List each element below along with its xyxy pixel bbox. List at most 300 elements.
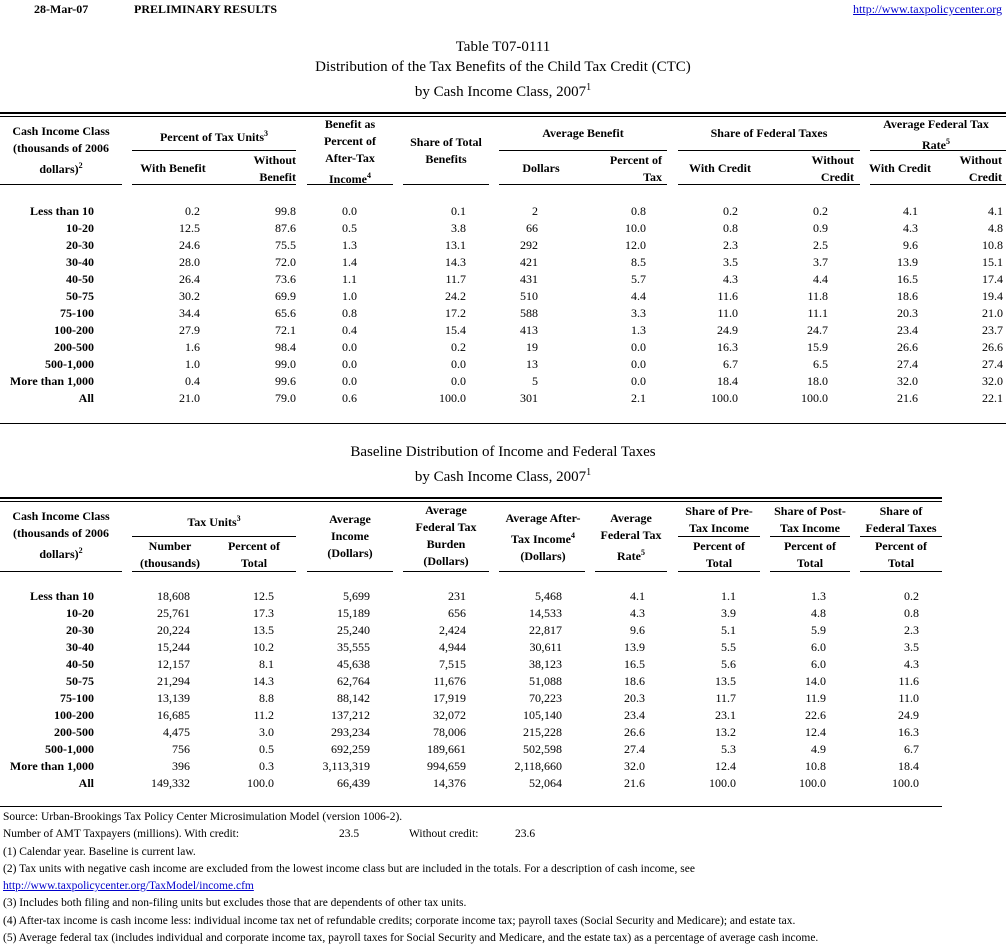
row-label: 30-40 [66,640,94,654]
table-cell: 16.5 [897,272,918,286]
row-label: 50-75 [66,289,94,303]
row-label: All [78,391,94,405]
table-cell: 10.8 [982,238,1003,252]
table-cell: 1.1 [342,272,357,286]
table-cell: 14,533 [529,606,562,620]
table-cell: 3.7 [813,255,828,269]
table-cell: 4.3 [904,657,919,671]
t1-header-rate-without-credit: Without Credit [959,153,1002,184]
table-cell: 100.0 [709,776,736,790]
table-cell: 23.4 [897,323,918,337]
table2-subtitle: by Cash Income Class, 2007$^1$ [414,467,592,485]
table-cell: 78,006 [433,725,466,739]
table-row [0,203,1006,220]
table-cell: 7,515 [439,657,466,671]
table-cell: 17.2 [445,306,466,320]
table-cell: 994,659 [427,759,466,773]
table-cell: 18.4 [898,759,919,773]
table-cell: 0.2 [813,204,828,218]
table-cell: 292 [520,238,538,252]
table1-title: Distribution of the Tax Benefits of the Child Tax Credit (CTC) [315,59,691,75]
t1-header-pct-of-tax: Percent of Tax [609,153,662,184]
table-cell: 24.2 [445,289,466,303]
table-cell: 3.0 [259,725,274,739]
table-cell: 79.0 [275,391,296,405]
table-cell: 100.0 [892,776,919,790]
t1-header-pct-tax-units: Percent of Tax Units$^3$ [159,129,269,144]
table-row [0,673,942,690]
table-cell: 3,113,319 [322,759,370,773]
table-cell: 100.0 [439,391,466,405]
table-cell: 0.8 [904,606,919,620]
t2-header-avg-income: Average Income (Dollars) [327,512,373,560]
table-cell: 137,212 [331,708,370,722]
table-cell: 26.6 [624,725,645,739]
table-cell: 18,608 [157,589,190,603]
table-cell: 24.9 [717,323,738,337]
table-cell: 51,088 [529,674,562,688]
table-cell: 22.6 [805,708,826,722]
table-row [0,305,1006,322]
table-cell: 11.0 [898,691,919,705]
table-cell: 38,123 [529,657,562,671]
table-cell: 5.7 [631,272,646,286]
row-label: 20-30 [66,623,94,637]
table-cell: 8.5 [631,255,646,269]
t2-header-tax-units: Tax Units$^3$ [187,514,241,529]
table-cell: 11.9 [805,691,826,705]
table-cell: 22,817 [529,623,562,637]
table-row [0,656,942,673]
report-date: 28-Mar-07 [34,2,89,16]
row-label: 200-500 [54,340,94,354]
table-row [0,707,942,724]
table-cell: 421 [520,255,538,269]
table-cell: 9.6 [630,623,645,637]
table-cell: 2,424 [439,623,466,637]
table-cell: 35,555 [337,640,370,654]
table-cell: 502,598 [523,742,562,756]
table-cell: 0.0 [631,340,646,354]
table-cell: 25,240 [337,623,370,637]
table-cell: 26.4 [179,272,200,286]
table-row [0,373,1006,390]
table-cell: 13.9 [897,255,918,269]
table-cell: 65.6 [275,306,296,320]
t1-header-rate-with-credit: With Credit [869,161,931,175]
table-cell: 6.0 [811,640,826,654]
table-cell: 0.0 [342,357,357,371]
table-cell: 45,638 [337,657,370,671]
table-cell: 23.4 [624,708,645,722]
table-cell: 692,259 [331,742,370,756]
table-cell: 149,332 [151,776,190,790]
table-cell: 70,223 [529,691,562,705]
t2-header-fed-taxes-share: Share of Federal Taxes [865,504,937,535]
table2-bottom-rule [0,806,942,807]
top-bar [0,2,1006,18]
table-cell: 15.9 [807,340,828,354]
table-cell: 62,764 [337,674,370,688]
footnote-4: (4) After-tax income is cash income less: individual income tax net of refundable credits; corporate income tax; payroll taxes (Social Security and Medicare); and estate tax. [3,914,796,927]
table-cell: 4.3 [903,221,918,235]
table-cell: 0.0 [342,374,357,388]
table-cell: 0.0 [342,340,357,354]
table-row [0,254,1006,271]
table-cell: 4.3 [723,272,738,286]
table-cell: 11.6 [717,289,738,303]
table-cell: 27.4 [982,357,1003,371]
table-cell: 301 [520,391,538,405]
table-row [0,724,942,741]
table-cell: 5 [532,374,538,388]
table-cell: 756 [172,742,190,756]
table-row [0,339,1006,356]
table-cell: 15,189 [337,606,370,620]
income-definition-link[interactable]: http://www.taxpolicycenter.org/TaxModel/income.cfm [3,880,254,893]
table-cell: 0.9 [813,221,828,235]
t2-header-tax-burden: Average Federal Tax Burden (Dollars) [415,503,477,568]
table-cell: 30.2 [179,289,200,303]
table-cell: 13.1 [445,238,466,252]
table-cell: 13.9 [624,640,645,654]
table-cell: 656 [448,606,466,620]
table-cell: 26.6 [897,340,918,354]
table-cell: 4.9 [811,742,826,756]
table-cell: 75.5 [275,238,296,252]
table-cell: 27.4 [897,357,918,371]
row-label: More than 1,000 [9,759,94,773]
table-cell: 0.8 [723,221,738,235]
table-cell: 15.1 [982,255,1003,269]
table-cell: 16.5 [624,657,645,671]
table-cell: 24.6 [179,238,200,252]
table-cell: 4.4 [631,289,646,303]
table-cell: 10.0 [625,221,646,235]
table-cell: 0.2 [723,204,738,218]
table-cell: 0.0 [342,204,357,218]
row-label: 30-40 [66,255,94,269]
table-cell: 73.6 [275,272,296,286]
t1-header-without-credit: Without Credit [811,153,854,184]
table-cell: 99.8 [275,204,296,218]
table-cell: 66,439 [337,776,370,790]
table-cell: 11.7 [445,272,466,286]
table-cell: 19 [526,340,538,354]
table-cell: 1.1 [721,589,736,603]
table-cell: 0.4 [185,374,200,388]
table-cell: 23.7 [982,323,1003,337]
t1-header-avg-benefit: Average Benefit [542,126,624,140]
table-cell: 14.3 [253,674,274,688]
table-cell: 16,685 [157,708,190,722]
table-row [0,690,942,707]
table-cell: 4,944 [439,640,466,654]
row-label: Less than 10 [29,204,94,218]
table-cell: 5.9 [811,623,826,637]
row-label: 100-200 [54,708,94,722]
table-cell: 17.3 [253,606,274,620]
table-cell: 6.0 [811,657,826,671]
table-cell: 27.9 [179,323,200,337]
t2-header-post-tax-pct: Percent of Total [783,539,837,570]
row-label: Less than 10 [29,589,94,603]
table-cell: 3.5 [904,640,919,654]
table-cell: 0.8 [342,306,357,320]
table-cell: 20,224 [157,623,190,637]
table-cell: 13,139 [157,691,190,705]
table-row [0,390,1006,407]
table1-subtitle: by Cash Income Class, 2007$^1$ [414,82,592,100]
table-cell: 14.0 [805,674,826,688]
table-cell: 12.0 [625,238,646,252]
footnote-2: (2) Tax units with negative cash income are excluded from the lowest income class but are included in the totals. For a description of cash income, see [3,862,695,875]
table-cell: 0.2 [185,204,200,218]
table-cell: 26.6 [982,340,1003,354]
footnotes [3,809,818,947]
table-row [0,271,1006,288]
table-cell: 1.0 [185,357,200,371]
t1-header-benefit-pct: Benefit as Percent of After-Tax Income$^4$ [323,117,377,186]
t2-header-pre-tax-pct: Percent of Total [692,539,746,570]
t2-header-avg-rate: Average Federal Tax Rate$^5$ [600,511,662,563]
table-row [0,322,1006,339]
table-cell: 20.3 [897,306,918,320]
table-cell: 18.0 [807,374,828,388]
table-cell: 1.6 [185,340,200,354]
footnote-3: (3) Includes both filing and non-filing units but excludes those that are dependents of other tax units. [3,897,467,910]
table-cell: 3.8 [451,221,466,235]
table-cell: 11.7 [715,691,736,705]
table-cell: 10.2 [253,640,274,654]
t1-header-dollars: Dollars [522,161,560,175]
table-cell: 0.0 [451,357,466,371]
t2-header-number: Number (thousands) [139,539,201,570]
table-cell: 6.5 [813,357,828,371]
table-cell: 431 [520,272,538,286]
table-cell: 21.6 [897,391,918,405]
table-cell: 100.0 [247,776,274,790]
table-cell: 1.3 [631,323,646,337]
t2-header-post-tax-share: Share of Post- Tax Income [774,504,846,535]
table-cell: 2,118,660 [514,759,562,773]
table-cell: 52,064 [529,776,562,790]
table2-title: Baseline Distribution of Income and Federal Taxes [350,444,656,460]
table-cell: 1.0 [342,289,357,303]
table-cell: 25,761 [157,606,190,620]
table-cell: 13.5 [253,623,274,637]
row-label: 200-500 [54,725,94,739]
table-cell: 5,468 [535,589,562,603]
table-cell: 3.3 [631,306,646,320]
table-cell: 1.3 [342,238,357,252]
row-label: 75-100 [60,691,94,705]
footnote-5: (5) Average federal tax (includes individual and corporate income tax, payroll taxes for Social Security and Medicare, and the estate tax) as a percentage of average cash income. [3,932,819,945]
table-cell: 396 [172,759,190,773]
table-cell: 4.8 [988,221,1003,235]
row-label: 100-200 [54,323,94,337]
table-cell: 14,376 [433,776,466,790]
row-label: 50-75 [66,674,94,688]
table-cell: 23.1 [715,708,736,722]
t1-header-with-benefit: With Benefit [140,161,206,175]
footnote-1: (1) Calendar year. Baseline is current law. [3,845,196,858]
table-cell: 5.3 [721,742,736,756]
table-cell: 17.4 [982,272,1003,286]
table1-top-rule [0,112,1006,117]
table-cell: 0.0 [451,374,466,388]
table-cell: 5.6 [721,657,736,671]
row-label: 40-50 [66,272,94,286]
table-cell: 4.8 [811,606,826,620]
table-cell: 0.4 [342,323,357,337]
table-cell: 5,699 [343,589,370,603]
table-cell: 69.9 [275,289,296,303]
table-cell: 66 [526,221,538,235]
table-cell: 72.0 [275,255,296,269]
table-cell: 22.1 [982,391,1003,405]
table-cell: 2 [532,204,538,218]
table-cell: 2.5 [813,238,828,252]
t2-header-pre-tax-share: Share of Pre- Tax Income [685,504,753,535]
t1-header-with-credit: With Credit [689,161,751,175]
table-cell: 2.3 [723,238,738,252]
table-cell: 2.3 [904,623,919,637]
table-cell: 11.0 [717,306,738,320]
table-cell: 14.3 [445,255,466,269]
table-cell: 18.6 [897,289,918,303]
table-cell: 0.8 [631,204,646,218]
table-cell: 4.1 [988,204,1003,218]
table-cell: 0.1 [451,204,466,218]
table-row [0,622,942,639]
table-cell: 12,157 [157,657,190,671]
table-cell: 8.1 [259,657,274,671]
table-cell: 21.6 [624,776,645,790]
table1-title-number: Table T07-0111 [455,39,551,55]
table-cell: 11.8 [807,289,828,303]
table-cell: 6.7 [723,357,738,371]
table-cell: 13 [526,357,538,371]
table-cell: 32.0 [897,374,918,388]
t1-header-share-fed: Share of Federal Taxes [710,126,828,140]
table-cell: 98.4 [275,340,296,354]
table-cell: 17,919 [433,691,466,705]
table-cell: 4.4 [813,272,828,286]
table-cell: 18.6 [624,674,645,688]
table-cell: 510 [520,289,538,303]
table-cell: 4.1 [630,589,645,603]
table-cell: 215,228 [523,725,562,739]
table-row [0,220,1006,237]
table-cell: 231 [448,589,466,603]
table-cell: 99.0 [275,357,296,371]
table-cell: 12.4 [805,725,826,739]
table-cell: 87.6 [275,221,296,235]
table-cell: 0.2 [904,589,919,603]
table-cell: 24.7 [807,323,828,337]
table-cell: 11,676 [433,674,466,688]
table-cell: 16.3 [898,725,919,739]
table-cell: 9.6 [903,238,918,252]
t2-header-fed-taxes-pct: Percent of Total [874,539,928,570]
table-cell: 0.5 [259,742,274,756]
table-cell: 21,294 [157,674,190,688]
row-label: 500-1,000 [45,357,94,371]
table-cell: 1.3 [811,589,826,603]
table-cell: 18.4 [717,374,738,388]
table-row [0,741,942,758]
row-label: 500-1,000 [45,742,94,756]
table-cell: 27.4 [624,742,645,756]
table-cell: 0.2 [451,340,466,354]
t1-header-income-class: Cash Income Class (thousands of 2006 dollars)$^2$ [12,124,110,176]
t1-header-without-benefit: Without Benefit [253,153,296,184]
row-label: 40-50 [66,657,94,671]
table-cell: 4.1 [903,204,918,218]
table-cell: 12.5 [253,589,274,603]
source-note: Source: Urban-Brookings Tax Policy Center Microsimulation Model (version 1006-2). [3,811,403,823]
t1-header-share-total: Share of Total Benefits [410,135,482,166]
status-label: PRELIMINARY RESULTS [134,2,278,16]
table-cell: 24.9 [898,708,919,722]
table-cell: 99.6 [275,374,296,388]
table-cell: 72.1 [275,323,296,337]
table-cell: 100.0 [801,391,828,405]
table-row [0,775,942,792]
row-label: All [78,776,94,790]
table-cell: 4.3 [630,606,645,620]
table-cell: 0.6 [342,391,357,405]
t2-header-after-tax: Average After- Tax Income$^4$ (Dollars) [505,511,581,563]
table-cell: 32,072 [433,708,466,722]
amt-taxpayers-note: Number of AMT Taxpayers (millions). With credit: 23.5 Without credit: 23.6 [3,828,536,841]
table-row [0,605,942,622]
t2-header-income-class: Cash Income Class (thousands of 2006 dollars)$^2$ [12,509,110,561]
table-row [0,356,1006,373]
table-cell: 12.4 [715,759,736,773]
table-cell: 19.4 [982,289,1003,303]
tpc-link[interactable]: http://www.taxpolicycenter.org [853,2,1002,16]
table-cell: 4,475 [163,725,190,739]
table-cell: 413 [520,323,538,337]
table-cell: 0.0 [631,374,646,388]
table-cell: 20.3 [624,691,645,705]
table-cell: 100.0 [711,391,738,405]
table-cell: 32.0 [624,759,645,773]
table-cell: 3.9 [721,606,736,620]
table-cell: 2.1 [631,391,646,405]
table-cell: 10.8 [805,759,826,773]
table-cell: 0.0 [631,357,646,371]
table-cell: 21.0 [179,391,200,405]
row-label: 20-30 [66,238,94,252]
table-cell: 6.7 [904,742,919,756]
table-cell: 13.2 [715,725,736,739]
table-cell: 34.4 [179,306,200,320]
table-cell: 105,140 [523,708,562,722]
table-cell: 3.5 [723,255,738,269]
table-cell: 30,611 [529,640,562,654]
table-cell: 5.1 [721,623,736,637]
table-cell: 11.2 [253,708,274,722]
table-cell: 1.4 [342,255,357,269]
t1-header-avg-rate: Average Federal Tax Rate$^5$ [883,117,989,152]
table-cell: 293,234 [331,725,370,739]
table-cell: 189,661 [427,742,466,756]
table-cell: 88,142 [337,691,370,705]
table-cell: 21.0 [982,306,1003,320]
